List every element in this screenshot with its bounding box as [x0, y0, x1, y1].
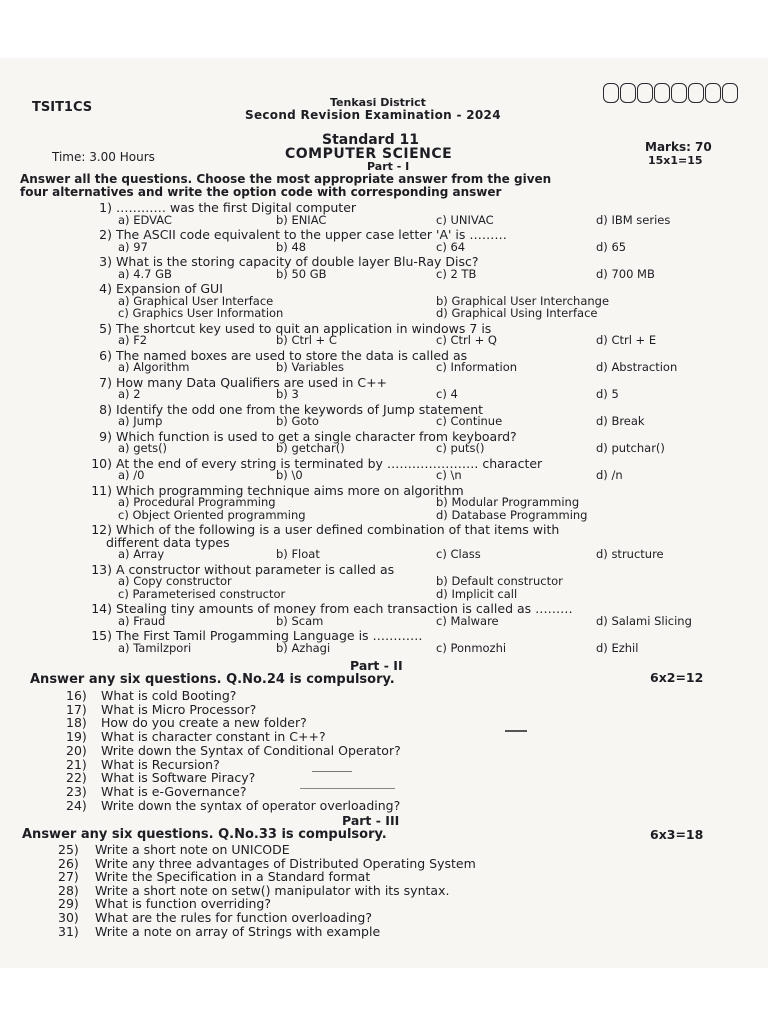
question-text: Identify the odd one from the keywords of Jump statement — [116, 401, 484, 417]
option-a: a) gets() — [118, 441, 168, 455]
question-number: 15) — [91, 628, 112, 643]
question-number: 1) — [99, 200, 112, 215]
option-c: c) 64 — [436, 239, 466, 254]
question-number: 10) — [91, 455, 112, 471]
question-text: Which of the following is a user defined combination of that items with — [116, 522, 560, 537]
option-b: b) 48 — [276, 239, 307, 254]
question-number: 5) — [99, 320, 112, 336]
option-a: a) Copy constructor — [118, 574, 232, 588]
option-c: c) 4 — [436, 387, 458, 401]
question-text: What are the rules for function overloading? — [95, 910, 372, 925]
option-c: c) Malware — [436, 613, 499, 628]
question-number: 20) — [66, 742, 87, 758]
question-number: 9) — [99, 428, 112, 444]
option-d: d) Ctrl + E — [596, 333, 657, 347]
option-d: d) Break — [596, 414, 645, 428]
question-number: 4) — [99, 281, 112, 296]
question-number: 26) — [58, 855, 79, 871]
question-text: Write any three advantages of Distributed Operating System — [95, 855, 476, 871]
part3-title: Part - III — [342, 813, 400, 828]
option-d: d) Abstraction — [596, 360, 678, 374]
part1-title: Part - I — [367, 160, 410, 173]
district-name: Tenkasi District — [330, 96, 426, 109]
exam-title: Second Revision Examination - 2024 — [245, 108, 501, 122]
option-b: b) getchar() — [276, 441, 345, 455]
question-number: 27) — [58, 869, 79, 885]
question-text: The ASCII code equivalent to the upper case letter 'A' is ……… — [116, 227, 507, 242]
option-a: a) 2 — [118, 387, 141, 401]
question-text: The named boxes are used to store the data is called as — [116, 347, 468, 363]
handwritten-mark — [505, 730, 527, 732]
option-b: b) Azhagi — [276, 640, 331, 655]
option-a: a) Algorithm — [118, 360, 190, 374]
question-text: Write a short note on setw() manipulator with its syntax. — [95, 882, 450, 898]
option-d: d) 5 — [596, 387, 619, 401]
option-c: c) puts() — [436, 441, 485, 455]
option-d: d) Graphical Using Interface — [436, 306, 598, 320]
part1-instruction-line1: Answer all the questions. Choose the most appropriate answer from the given — [20, 172, 552, 186]
question-text: Write the Specification in a Standard format — [95, 869, 371, 885]
question-number: 28) — [58, 882, 79, 898]
question-text: How do you create a new folder? — [101, 715, 307, 731]
question-text: What is Recursion? — [101, 756, 220, 772]
option-b: b) Ctrl + C — [276, 333, 337, 347]
option-a: a) Jump — [118, 414, 163, 428]
handwritten-mark — [312, 771, 352, 772]
part1-marks: 15x1=15 — [648, 154, 703, 167]
option-b: b) Modular Programming — [436, 495, 580, 509]
option-a: a) Graphical User Interface — [118, 293, 274, 308]
question-number: 2) — [99, 227, 112, 242]
question-text: The shortcut key used to quit an application in windows 7 is — [116, 320, 492, 336]
option-a: a) 4.7 GB — [118, 266, 172, 281]
total-marks: Marks: 70 — [645, 140, 712, 154]
option-c: c) \n — [436, 468, 462, 482]
question-number: 25) — [58, 842, 79, 857]
option-d: d) Implicit call — [436, 586, 518, 601]
option-a: a) EDVAC — [118, 212, 172, 227]
exam-paper — [0, 58, 768, 968]
option-b: b) Scam — [276, 613, 324, 628]
question-number: 22) — [66, 770, 87, 786]
option-c: c) 2 TB — [436, 266, 477, 281]
question-text-cont: different data types — [106, 534, 230, 550]
option-b: b) Default constructor — [436, 574, 563, 588]
question-number: 16) — [66, 688, 87, 703]
part3-instruction: Answer any six questions. Q.No.33 is compulsory. — [22, 827, 387, 842]
option-c: c) UNIVAC — [436, 212, 494, 227]
question-text: What is function overriding? — [95, 896, 271, 912]
register-number-boxes — [603, 83, 739, 103]
option-a: a) F2 — [118, 333, 148, 347]
question-text: Stealing tiny amounts of money from each transaction is called as ……… — [116, 601, 573, 616]
option-d: d) 700 MB — [596, 266, 655, 281]
option-c: c) Graphics User Information — [118, 306, 284, 320]
question-text: At the end of every string is terminated by …………………. character — [116, 455, 543, 471]
question-text: The First Tamil Progamming Language is ………… — [116, 628, 423, 643]
part2-marks: 6x2=12 — [650, 670, 704, 685]
option-a: a) Fraud — [118, 613, 166, 628]
option-b: b) Float — [276, 547, 320, 561]
question-number: 11) — [91, 482, 112, 498]
option-a: a) 97 — [118, 239, 148, 254]
option-d: d) structure — [596, 547, 664, 561]
question-number: 19) — [66, 729, 87, 745]
question-number: 12) — [91, 522, 112, 537]
question-number: 24) — [66, 797, 87, 813]
option-d: d) 65 — [596, 239, 627, 254]
question-text: What is the storing capacity of double layer Blu-Ray Disc? — [116, 254, 479, 269]
option-b: b) Goto — [276, 414, 319, 428]
question-number: 6) — [99, 347, 112, 363]
option-a: a) /0 — [118, 468, 145, 482]
question-number: 29) — [58, 896, 79, 912]
question-number: 14) — [91, 601, 112, 616]
question-text: Write down the Syntax of Conditional Operator? — [101, 742, 401, 758]
standard-label: Standard 11 — [322, 132, 419, 148]
handwritten-mark — [300, 788, 395, 789]
question-number: 8) — [99, 401, 112, 417]
question-text: ………… was the first Digital computer — [116, 200, 357, 215]
question-number: 23) — [66, 783, 87, 799]
option-a: a) Array — [118, 547, 165, 561]
option-d: d) Database Programming — [436, 507, 588, 522]
option-c: c) Information — [436, 360, 518, 374]
question-number: 3) — [99, 254, 112, 269]
time-label: Time: 3.00 Hours — [52, 150, 155, 164]
option-c: c) Ponmozhi — [436, 640, 507, 655]
option-c: c) Parameterised constructor — [118, 586, 286, 601]
option-c: c) Object Oriented programming — [118, 507, 306, 522]
option-d: d) /n — [596, 468, 623, 482]
question-number: 30) — [58, 910, 79, 925]
question-text: Write a short note on UNICODE — [95, 842, 290, 857]
question-text: Expansion of GUI — [116, 281, 223, 296]
option-b: b) Variables — [276, 360, 344, 374]
part3-marks: 6x3=18 — [650, 827, 704, 842]
question-number: 21) — [66, 756, 87, 772]
option-d: d) IBM series — [596, 212, 671, 227]
option-b: b) 3 — [276, 387, 299, 401]
question-number: 13) — [91, 561, 112, 577]
question-text: What is cold Booting? — [101, 688, 237, 703]
option-a: a) Tamilzpori — [118, 640, 192, 655]
option-d: d) putchar() — [596, 441, 665, 455]
part2-title: Part - II — [350, 658, 403, 673]
option-c: c) Ctrl + Q — [436, 333, 497, 347]
question-text: What is Micro Processor? — [101, 701, 257, 717]
question-text: What is Software Piracy? — [101, 770, 256, 786]
paper-code: TSIT1CS — [32, 100, 93, 115]
question-text: Which programming technique aims more on algorithm — [116, 482, 464, 498]
question-number: 31) — [58, 923, 79, 939]
question-text: How many Data Qualifiers are used in C++ — [116, 374, 388, 390]
subject-title: COMPUTER SCIENCE — [285, 146, 453, 162]
question-text: A constructor without parameter is called as — [116, 561, 395, 577]
option-d: d) Salami Slicing — [596, 613, 692, 628]
question-number: 7) — [99, 374, 112, 390]
question-number: 17) — [66, 701, 87, 717]
option-b: b) Graphical User Interchange — [436, 293, 610, 308]
question-text: Write down the syntax of operator overloading? — [101, 797, 401, 813]
option-b: b) ENIAC — [276, 212, 327, 227]
option-c: c) Class — [436, 547, 481, 561]
part1-instruction-line2: four alternatives and write the option code with corresponding answer — [20, 185, 502, 199]
option-a: a) Procedural Programming — [118, 495, 276, 509]
option-c: c) Continue — [436, 414, 503, 428]
part2-instruction: Answer any six questions. Q.No.24 is compulsory. — [30, 672, 395, 687]
question-text: What is character constant in C++? — [101, 729, 326, 745]
question-text: What is e-Governance? — [101, 783, 247, 799]
question-number: 18) — [66, 715, 87, 731]
question-text: Write a note on array of Strings with example — [95, 923, 381, 939]
option-b: b) \0 — [276, 468, 303, 482]
option-d: d) Ezhil — [596, 640, 639, 655]
question-text: Which function is used to get a single character from keyboard? — [116, 428, 517, 444]
option-b: b) 50 GB — [276, 266, 327, 281]
